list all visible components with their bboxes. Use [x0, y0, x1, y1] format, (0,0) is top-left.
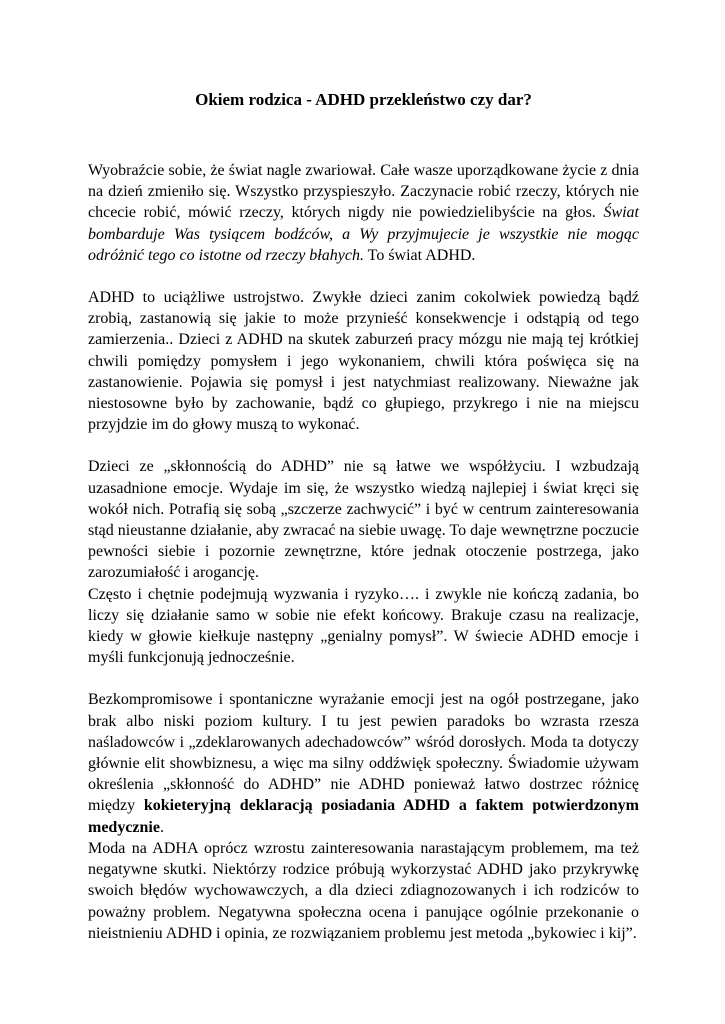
paragraph-emotions-end: . [159, 818, 164, 836]
paragraph-adhd-description: ADHD to uciążliwe ustrojstwo. Zwykłe dzieci zanim cokolwiek powiedzą bądź zrobią, zastanowią się jakie to może przynieść konsekwencje i odstąpią od tego zamierzenia.. Dzieci z ADHD na skutek zaburzeń pracy mózgu nie mają tej krótkiej chwili pomiędzy pomysłem i jego wykonaniem, chwili która poświęca się na zastanowienie. Pojawia się pomysł i jest natychmiast realizowany. Nieważne jak niestosowne było by zachowanie, bądź co głupiego, przykrego i nie na miejscu przyjdzie im do głowy muszą to wykonać. [88, 289, 639, 434]
paragraph-challenges: Często i chętnie podejmują wyzwania i ryzyko…. i zwykle nie kończą zadania, bo liczy się działanie samo w sobie nie efekt końcowy. Brakuje czasu na realizacje, kiedy w głowie kiełkuje następny „genialny pomysł”. W świecie ADHD emocje i myśli funkcjonują jednocześnie. [88, 585, 639, 667]
paragraph-fashion: Moda na ADHA oprócz wzrostu zainteresowania narastającym problemem, ma też negatywne skutki. Niektórzy rodzice próbują wykorzystać ADHD jako przykrywkę swoich błędów wychowawczych, a dla dzieci zdiagnozowanych i ich rodziców to poważny problem. Negatywna społeczna ocena i panujące ogólnie przekonanie o nieistnieniu ADHD i opinia, ze rozwiązaniem problemu jest metoda „bykowiec i kij”. [88, 839, 639, 942]
paragraph-gap [88, 668, 639, 689]
paragraph-emotions-bold: kokieteryjną deklaracją posiadania ADHD a faktem potwierdzonym medycznie [88, 797, 639, 836]
paragraph-gap [88, 266, 639, 287]
paragraph-intro-text: Wyobraźcie sobie, że świat nagle zwariował. Całe wasze uporządkowane życie z dnia na dzień zmieniło się. Wszystko przyspieszyło. Zaczynacie robić rzeczy, których nie chcecie robić, mówić rzeczy, których nigdy nie powiedzielibyście na głos. [88, 162, 639, 222]
paragraph-children-behaviour: Dzieci ze „skłonnością do ADHD” nie są łatwe we współżyciu. I wzbudzają uzasadnione emocje. Wydaje im się, że wszystko wiedzą najlepiej i świat kręci się wokół nich. Potrafią się sobą „szczerze zachwycić” i być w centrum zainteresowania stąd nieustanne działanie, aby zwracać na siebie uwagę. To daje wewnętrzne poczucie pewności siebie i pozornie zewnętrzne, które jednak otoczenie postrzega, jako zarozumiałość i arogancję. [88, 458, 639, 582]
paragraph-intro [88, 160, 639, 266]
paragraph-emotions [88, 689, 639, 837]
paragraph-emotions-text: Bezkompromisowe i spontaniczne wyrażanie emocji jest na ogół postrzegane, jako brak albo niski poziom kultury. I tu jest pewien paradoks bo wzrasta rzesza naśladowców i „zdeklarowanych adechadowców” wśród dorosłych. Moda ta dotyczy głównie elit showbiznesu, a więc ma silny oddźwięk społeczny. Świadomie używam określenia „skłonność do ADHD” nie ADHD ponieważ łatwo dostrzec różnicę między [88, 691, 639, 815]
paragraph-intro-italic: Świat bombarduje Was tysiącem bodźców, a Wy przyjmujecie je wszystkie nie mogąc odróżnić tego co istotne od rzeczy błahych. [88, 204, 639, 264]
paragraph-gap [88, 435, 639, 456]
paragraph-intro-end: To świat ADHD. [363, 246, 476, 264]
document-title: Okiem rodzica - ADHD przekleństwo czy dar? [195, 90, 532, 109]
